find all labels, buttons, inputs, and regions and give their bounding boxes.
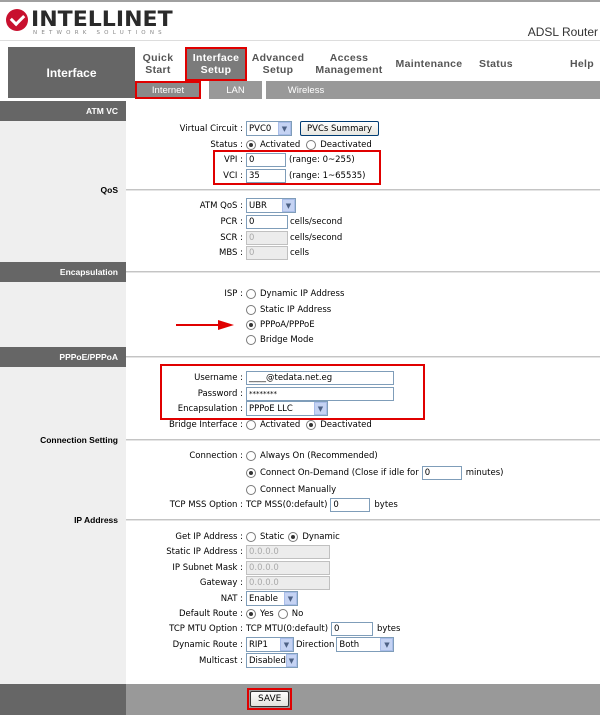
tcp-mtu-row: TCP MTU Option : TCP MTU(0:default) 0 bytes [169,623,401,634]
subnet-mask-input[interactable]: 0.0.0.0 [246,561,330,575]
divider [126,271,600,273]
on-demand-row: Connect On-Demand (Close if idle for 0 minutes) [126,465,600,480]
product-name: ADSL Router [527,25,598,39]
virtual-circuit-select[interactable]: PVC0 ▼ [246,121,292,136]
isp-row: ISP : Dynamic IP Address [224,288,345,299]
highlight-save [247,688,292,710]
section-title: Interface [8,47,135,98]
chevron-down-icon: ▼ [314,402,327,415]
connection-row: Connection : Always On (Recommended) [189,450,378,461]
chevron-down-icon: ▼ [278,122,291,135]
section-encapsulation: Encapsulation [0,262,126,282]
section-atm-vc: ATM VC [0,101,126,121]
status-deactivated-radio[interactable] [306,140,316,150]
chevron-down-icon: ▼ [286,654,297,667]
scr-input[interactable]: 0 [246,231,288,245]
vpi-row: VPI : 0 (range: 0~255) [223,154,355,165]
subnet-mask-row: IP Subnet Mask : 0.0.0.0 [126,560,600,575]
dynamic-route-row: Dynamic Route : RIP1 ▼ Direction Both ▼ [126,637,600,652]
footer-sidebar [0,684,126,715]
username-input[interactable]: ____@tedata.net.eg [246,371,394,385]
chevron-down-icon: ▼ [280,638,293,651]
direction-select[interactable]: Both ▼ [336,637,394,652]
isp-pppoe-radio[interactable] [246,320,256,330]
status-activated-radio[interactable] [246,140,256,150]
virtual-circuit-row: Virtual Circuit : PVC0 ▼ PVCs Summary [126,121,600,136]
nav-access-management[interactable]: Access Management [315,52,383,76]
encapsulation-row: Encapsulation : PPPoE LLC ▼ [126,401,600,416]
connect-manually-radio[interactable] [246,485,256,495]
nav-help[interactable]: Help [570,58,594,70]
isp-static-radio[interactable] [246,305,256,315]
chevron-down-icon: ▼ [284,592,297,605]
red-arrow-icon [176,320,234,330]
status-row: Status : Activated Deactivated [210,139,372,150]
static-ip-row: Static IP Address : 0.0.0.0 [126,544,600,559]
mbs-row: MBS : 0 cells [219,247,310,258]
save-button[interactable]: SAVE [250,691,289,707]
tcp-mtu-input[interactable]: 0 [331,622,373,636]
on-demand-radio[interactable] [246,468,256,478]
scr-row: SCR : 0 cells/second [220,232,343,243]
tcp-mss-input[interactable]: 0 [330,498,370,512]
pcr-input[interactable]: 0 [246,215,288,229]
subnav-internet[interactable]: Internet [135,81,201,99]
static-ip-input[interactable]: 0.0.0.0 [246,545,330,559]
get-ip-row: Get IP Address : Static Dynamic [175,531,340,542]
password-row: Password : ******** [126,386,600,401]
subnav-lan[interactable]: LAN [226,84,245,96]
divider [126,439,600,441]
section-connection-setting: Connection Setting [40,435,118,445]
default-route-no-radio[interactable] [278,609,288,619]
section-ip-address: IP Address [74,515,118,525]
section-qos: QoS [100,185,118,195]
checkmark-logo-icon [6,9,28,31]
nat-row: NAT : Enable ▼ [126,591,600,606]
get-ip-dynamic-radio[interactable] [288,532,298,542]
vpi-input[interactable]: 0 [246,153,286,167]
gateway-input[interactable]: 0.0.0.0 [246,576,330,590]
multicast-select[interactable]: Disabled ▼ [246,653,298,668]
chevron-down-icon: ▼ [282,199,295,212]
password-input[interactable]: ******** [246,387,394,401]
username-row: Username : ____@tedata.net.eg [126,370,600,385]
gateway-row: Gateway : 0.0.0.0 [126,575,600,590]
nat-select[interactable]: Enable ▼ [246,591,298,606]
top-border [0,0,600,2]
bridge-deactivated-radio[interactable] [306,420,316,430]
dynamic-route-select[interactable]: RIP1 ▼ [246,637,294,652]
manual-row: Connect Manually [126,482,600,497]
divider [126,189,600,191]
divider [126,519,600,521]
header-divider [0,40,600,41]
get-ip-static-radio[interactable] [246,532,256,542]
isp-static-row: Static IP Address [126,302,600,317]
default-route-row: Default Route : Yes No [179,608,304,619]
tcp-mss-row: TCP MSS Option : TCP MSS(0:default) 0 bytes [169,499,398,510]
brand-tagline: NETWORK SOLUTIONS [33,30,166,36]
main-nav [135,47,600,81]
vci-row: VCI : 35 (range: 1~65535) [223,170,366,181]
section-pppoe: PPPoE/PPPoA [0,347,126,367]
isp-dynamic-radio[interactable] [246,289,256,299]
divider [126,356,600,358]
idle-minutes-input[interactable]: 0 [422,466,462,480]
brand-logo [6,7,173,38]
default-route-yes-radio[interactable] [246,609,256,619]
atm-qos-select[interactable]: UBR ▼ [246,198,296,213]
nav-quick-start[interactable]: Quick Start [142,52,174,76]
nav-advanced-setup[interactable]: Advanced Setup [251,52,305,76]
nav-interface-setup[interactable]: Interface Setup [185,47,247,81]
isp-bridge-radio[interactable] [246,335,256,345]
atm-qos-row: ATM QoS : UBR ▼ [126,198,600,213]
nav-status[interactable]: Status [479,58,513,70]
bridge-activated-radio[interactable] [246,420,256,430]
mbs-input[interactable]: 0 [246,246,288,260]
multicast-row: Multicast : Disabled ▼ [126,653,600,668]
isp-bridge-row: Bridge Mode [126,332,600,347]
pcr-row: PCR : 0 cells/second [220,216,343,227]
vci-input[interactable]: 35 [246,169,286,183]
subnav-wireless[interactable]: Wireless [287,84,325,96]
encapsulation-select[interactable]: PPPoE LLC ▼ [246,401,328,416]
nav-maintenance[interactable]: Maintenance [395,58,463,70]
always-on-radio[interactable] [246,451,256,461]
pvcs-summary-button[interactable]: PVCs Summary [300,121,379,136]
chevron-down-icon: ▼ [380,638,393,651]
isp-pppoe-row: PPPoA/PPPoE [126,317,600,332]
sub-nav [135,81,600,99]
bridge-interface-row: Bridge Interface : Activated Deactivated [168,419,372,430]
brand-name: INTELLINET [31,7,173,31]
